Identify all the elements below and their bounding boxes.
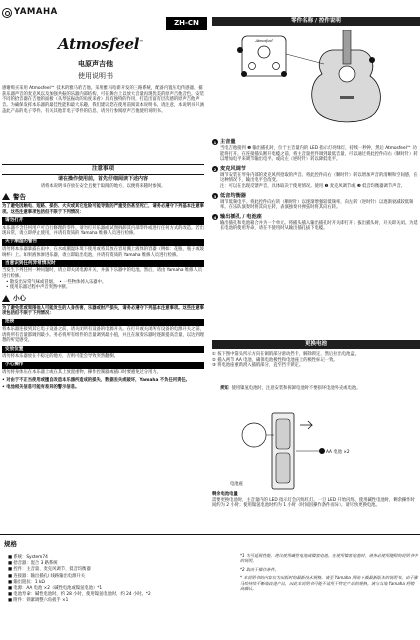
aa-battery-2-icon — [276, 453, 290, 483]
logo-text: Atmosfeel — [58, 35, 140, 53]
battery-note: • 电池相关信息可能有差异的警示信息。 — [2, 385, 80, 391]
caution-text: 为了避免您或周围他人可能发生的人身伤害，乐器或财产损失，请务必遵守下列基本注意事项。这些注意事项包括但不限于下列情况： — [2, 305, 204, 317]
warning-label: 警告 — [13, 192, 26, 201]
abnormal-bullet-1: • 散发出异常气味或冒烟。 • 一些物体掉入乐器中。 — [6, 279, 107, 285]
part-output-jack — [212, 214, 418, 221]
precautions-title: 注意事项 — [2, 164, 204, 175]
part-mic-blend-note: 注：可以在出现反馈声音，具体取决于使用情况。使用 ❷ 麦克风调节或 ❸ 低音均衡器调节声音。 — [220, 184, 406, 190]
atmosfeel-logo — [58, 35, 143, 55]
part-output-jack-title: 输出插孔 / 电池座 — [220, 213, 262, 220]
spec-item: ■ 电池寿命：碱性电池时，约 28 小时，使用镍氢电池时，约 24 小时。*2 — [8, 592, 151, 598]
sound-hole-icon — [339, 66, 355, 82]
do-not-open-text: 本乐器不含任何用户可自行修理的零件。请勿打开乐器或试图拆卸其内部零件或进行任何方式的改造。若出现异常，请立即停止使用，并请有资质的 Yamaha 维修人员进行检修。 — [2, 225, 204, 237]
number-3-icon: 3 — [213, 193, 217, 199]
callout-3-icon — [281, 71, 287, 77]
logo-tm: ™ — [139, 39, 143, 44]
yamaha-emblem-icon — [2, 8, 12, 18]
main-volume-knob-icon — [258, 46, 270, 58]
guitar-diagram — [212, 30, 420, 132]
guitar-neck-shape — [343, 30, 351, 64]
panel-logo-text: Atmosfeel — [255, 39, 273, 43]
liability-note: • 对由于不正当使用或擅自改造本乐器所造成的损失、数据丢失或破坏，Yamaha 不负任何责任。 — [2, 378, 190, 384]
spec-item: ■ 附件：锁紧调整六角扳手 ×1 — [8, 598, 69, 604]
battery-level-text: 需要更换电池时，主音量内的 LED 指示灯会闪烁红灯。一旦 LED 开始闪烁，使用碱性电池时，剩余操作时间约为 2 小时；使用镍氢电池时约为 1 小时（时间因操作条件而异）。请尽快更换电池。 — [212, 497, 415, 509]
detail-magnify-icon — [242, 423, 266, 447]
caution-label: 小心 — [13, 294, 26, 302]
battery-illustration — [212, 405, 420, 493]
specifications-section — [0, 534, 420, 640]
spec-list — [8, 555, 213, 604]
precautions-note: 请将本说明书存放在安全且便于取阅的地方，以便将来随时参阅。 — [40, 183, 166, 189]
battery-step-3: ③ 将电池座重新滑入插销部分，直至挡卡锁定。 — [212, 363, 304, 369]
spec-footnotes — [240, 553, 418, 594]
warning-triangle-icon — [2, 193, 10, 200]
arrow-right-icon — [300, 421, 312, 429]
callout-4-icon — [369, 57, 375, 63]
section-connection: 连接 — [2, 319, 204, 326]
number-4-icon: 4 — [213, 214, 217, 220]
abnormal-text: 当发生下列任何一种问题时，请立即关闭电源开关，并拔下乐器中的电池。然后，请由 Yamaha 维修人员进行检修。 — [2, 268, 203, 279]
holder-label: 电池座 — [230, 482, 243, 487]
notice-text: 使用镍氢电池时，注意安装和拆卸电池时不要损坏电池外壳或电池。 — [231, 386, 361, 391]
warning-text: 为了避免因触电、短路、损伤、火灾或其它危险可能导致的严重受伤甚至死亡，请务必遵守下列基本注意事项。这些注意事项包括但不限于下列情况： — [2, 204, 204, 215]
battery-heading: 更换电池 — [212, 340, 420, 349]
yamaha-brand — [2, 7, 58, 18]
spec-item: ■ 连接器：输出插孔/ 线路输出电源开关 — [8, 573, 85, 579]
caution-triangle-icon — [2, 295, 10, 302]
spec-item: ■ 电源：AA 电池 ×2（碱性电池或镍氢电池）*1 — [8, 585, 103, 591]
bass-knob-icon — [273, 63, 280, 70]
leader-line — [286, 54, 324, 64]
spec-item: ■ 控件：主音量、麦克风调节、低音均衡器 — [8, 567, 91, 573]
handling-text: 请勿将身体压在本乐器上或在其上放置重物，操作控制器或插口时要避免过分用力。 — [2, 369, 161, 375]
part-mic-blend-text: 调节安装在琴身内部的麦克风所拾取的声音。将此控件向右（顺时针）转以增加声音的清晰和空间感，在这种情况下，输出电平会改变。 — [220, 172, 418, 184]
water-warning-text: 请勿将本乐器暴露在雨中、在水或潮湿环境下使用或将其放在容易溅上液体的容器（例如：花瓶、瓶子或玻璃杯）上。如果液体渗进乐器，请立即取出电池，并请有资质的 Yamaha 维修人员进行检修。 — [2, 246, 204, 258]
part-bass-eq-text: 调节低频电平。将此控件向右转（顺时针）以逐渐增强较低频率，向左转（逆时针）以逐渐衰减较低频率。在乐队演奏时将其向左转，表演独奏并弹弦时将其向右转。 — [220, 199, 414, 211]
battery-level-section — [212, 492, 418, 509]
callout-1-icon — [237, 47, 243, 53]
aa-battery-1-icon — [276, 419, 290, 449]
part-mic-blend-title: 麦克风调节 — [220, 165, 246, 172]
precautions-subtitle: 请在操作使用前，首先仔细阅读下述内容 — [57, 176, 148, 183]
spec-footnote-1: *1 为可延展性能，建议使用碱性电池或镍氢电池。在使用镍氢电池时，请务必使用随附的说明书中的说明。 — [240, 553, 418, 564]
parts-list — [212, 136, 418, 232]
location-text: 请勿将本乐器放在不稳定的地方，否则可能会导致突然翻倒。 — [2, 354, 119, 360]
battery-step-2: ② 插入两节 AA 电池，确保电池极性和电池座上的极性标记一致。 — [212, 357, 338, 363]
spec-footnote-3: * 本说明书的内容仅为出版时的最新技术规格。请至 Yamaha 网站下载最新版本的说明书。由于雅马哈持续不断地改进产品，因此本说明书可能不适用于特定产品的规格。请与当地 Yamaha 经销商确认。 — [240, 575, 418, 591]
notice-label: 须知 — [220, 386, 229, 391]
document-title: 电原声吉他 — [78, 60, 113, 68]
part-bass-eq-title: 低音均衡器 — [220, 192, 246, 199]
spec-item: ■ 输出阻抗：1 kΩ — [8, 579, 45, 585]
battery-steps — [212, 352, 418, 369]
part-output-jack-text: 输出插孔和电池箱合并为一个单元。将插头插入输出插孔时开关即打开；拔出插头时，开关即关闭。为延长电池的使用寿命，请在不使用时从输出插孔拔下电缆。 — [220, 220, 418, 232]
abnormal-bullet-2: • 使用乐器过程中声音突然中断。 — [6, 285, 71, 291]
battery-diagram — [212, 405, 420, 493]
brand-name: YAMAHA — [14, 7, 58, 17]
part-main-volume-text: 当电吉他接到 ❺ 输出插孔时，位于主音量内的 LED 指示灯亮绿灯，持续一秒钟，然后 Atmosfeel™ 功能将打开。在连接插头断开电缆之前，将主音量控件调到最低音量，可以通过将此控件向右（顺时针）转以增加电平来调节输出电平。或向左（逆时针）转以降低电平。 — [220, 145, 418, 163]
callout-2-icon — [241, 71, 247, 77]
part-main-volume — [212, 139, 418, 146]
warning-heading — [2, 193, 204, 204]
parts-heading: 零件名称 / 控件说明 — [212, 17, 420, 26]
caution-heading — [2, 294, 204, 305]
spec-footnote-2: *2 取决于操作条件。 — [240, 566, 279, 572]
intro-paragraph: 感谢购买采用 Atmosfeel™ 技术的雅马哈吉他。采用雅马哈新开发的三路系统，配备内置压电传感器、捕获乐器声音的麦克风以及加强共振的乐器内部结构，可在舞台上以放大音量再现优美的原声吉他音色。安装不同的拾音器在吉他的面板（从琴弦振动的角度来看）具有独特的作用，打造出富有层次感的原声吉他声音。为确保发挥本乐器的最佳性能和最大乐趣，我们建议您在使用前阅读本说明书。请注意，本说明书只涵盖此产品的电子零件。有关其他非电子零件的信息，请另行参阅原声吉他使用说明书。 — [2, 86, 204, 114]
section-handling: 小心操作 — [2, 362, 204, 369]
battery-step-1: ① 按下图中箭头所示方向在铜销部分滑动挡卡，解除锁定，然后拉出电池盒。 — [212, 352, 360, 357]
mic-knob-icon — [249, 63, 256, 70]
part-main-volume-title: 主音量 — [220, 139, 236, 145]
connection-text: 将本乐器连接到其它电子设备之前，请关闭所有设备的电源开关。在打开或关闭所有设备的电源开关之前，请将所有音量都调到最小。务必将所有组件的音量调到最小值，并且在演奏乐器时逐渐提高音量，以达到理想的听觉感受。 — [2, 326, 204, 344]
section-location: 安放位置 — [2, 346, 204, 353]
part-mic-blend — [212, 166, 418, 173]
document-subtitle: 使用说明书 — [78, 72, 113, 80]
battery-label: AA 电池 ×2 — [326, 450, 350, 455]
spec-item: ■ 拾音器：混合 3 路系统 — [8, 561, 58, 567]
section-abnormal: 当意识到任何异常情况时 — [2, 260, 204, 267]
battery-notice — [220, 386, 418, 392]
bridge-shape — [340, 96, 354, 99]
battery-level-title: 剩余电池电量 — [212, 492, 238, 497]
number-1-icon: 1 — [213, 139, 217, 145]
part-bass-eq — [212, 193, 418, 200]
language-badge: ZH-CN — [166, 17, 207, 30]
section-do-not-open: 请勿打开 — [2, 217, 204, 224]
guitar-illustration — [212, 30, 420, 132]
specifications-title: 规格 — [4, 540, 17, 548]
precautions-section — [2, 164, 204, 391]
spec-item: ■ 系统：System74 — [8, 555, 48, 560]
number-2-icon: 2 — [213, 166, 217, 172]
section-water-warning: 关于潮湿的警告 — [2, 239, 204, 246]
